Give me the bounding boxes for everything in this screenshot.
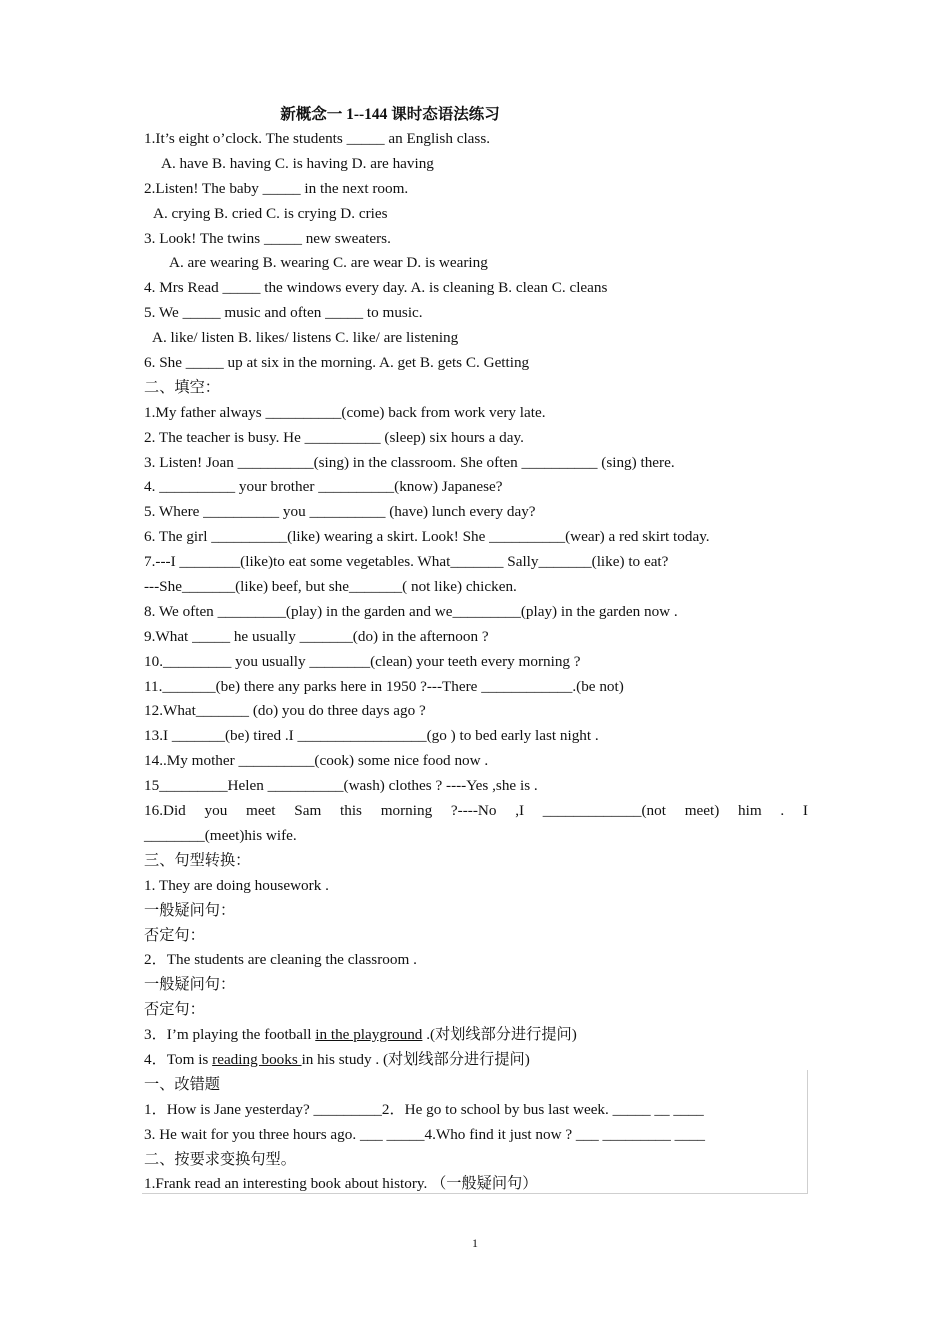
transform-heading: 三、句型转换： [144,851,251,869]
fill-question-10: 10._________ you usually ________(clean) your teeth every morning ? [144,652,581,670]
transform-sentence-1: 1. They are doing housework . [144,876,329,894]
q16-word: you [204,802,228,820]
q16-word: ,I [515,802,525,820]
fill-heading: 二、填空： [144,378,220,396]
transform-sentence-2: 2．The students are cleaning the classroom . [144,951,417,969]
fill-question-13: 13.I _______(be) tired .I _________________(go ) to bed early last night . [144,727,599,745]
q16-word: meet) [684,802,720,820]
fill-question-12: 12.What_______ (do) you do three days ago ? [144,702,426,720]
fill-question-5: 5. Where __________ you __________ (have) lunch every day? [144,503,536,521]
page-number: 1 [472,1236,478,1250]
question-5: 5. We _____ music and often _____ to music. [144,304,423,322]
question-3-options: A. are wearing B. wearing C. are wear D. is wearing [169,254,488,272]
question-3: 3. Look! The twins _____ new sweaters. [144,229,391,247]
correction-heading: 一、改错题 [144,1075,220,1093]
fill-question-16 [144,799,808,824]
s4-post: in his study . (对划线部分进行提问) [301,1050,530,1068]
correction-row-1: 1．How is Jane yesterday? _________2．He go to school by bus last week. _____ __ ____ [144,1100,704,1118]
fill-question-2: 2. The teacher is busy. He __________ (sleep) six hours a day. [144,428,524,446]
question-4: 4. Mrs Read _____ the windows every day. A. is cleaning B. clean C. cleans [144,279,608,297]
s3-post: .(对划线部分进行提问) [422,1026,577,1044]
general-question-label: 一般疑问句： [144,976,236,994]
question-6: 6. She _____ up at six in the morning. A. get B. gets C. Getting [144,354,530,372]
fill-question-7a: 7.---I ________(like)to eat some vegetables. What_______ Sally_______(like) to eat? [144,553,669,571]
general-question-label: 一般疑问句： [144,901,236,919]
convert-heading: 二、按要求变换句型。 [144,1150,296,1168]
q16-word: him [738,802,762,820]
q16-word: I [802,802,808,820]
fill-question-4: 4. __________ your brother __________(know) Japanese? [144,478,503,496]
fill-question-6: 6. The girl __________(like) wearing a skirt. Look! She __________(wear) a red skirt today. [144,528,710,546]
fill-question-8: 8. We often _________(play) in the garden and we_________(play) in the garden now . [144,602,678,620]
exercise-lines [144,127,808,1197]
fill-question-14: 14..My mother __________(cook) some nice food now . [144,752,489,770]
fill-question-7b: ---She_______(like) beef, but she_______( not like) chicken. [144,578,517,596]
fill-question-16b: ________(meet)his wife. [144,826,297,844]
negative-label: 否定句： [144,926,205,944]
correction-row-2: 3. He wait for you three hours ago. ___ _____4.Who find it just now ? ___ _________ ____ [144,1125,706,1143]
s4-underlined: reading books [212,1050,302,1068]
fill-question-11: 11._______(be) there any parks here in 1950 ?---There ____________.(be not) [144,677,624,695]
q16-word: _____________(not [542,802,666,820]
question-1: 1.It’s eight o’clock. The students _____ an English class. [144,130,491,147]
fill-question-15: 15_________Helen __________(wash) clothes ? ----Yes ,she is . [144,777,538,795]
question-2: 2.Listen! The baby _____ in the next room. [144,179,409,197]
q16-word: this [340,802,362,820]
transform-sentence-3 [144,1023,808,1048]
q16-word: 16.Did [144,802,186,820]
s3-underlined: in the playground [315,1026,423,1044]
negative-label: 否定句： [144,1001,205,1019]
s4-pre: 4．Tom is [144,1050,213,1068]
q16-word: meet [246,802,276,820]
table-border [142,1070,808,1194]
fill-question-3: 3. Listen! Joan __________(sing) in the classroom. She often __________ (sing) there. [144,453,675,471]
q16-word: . [780,802,785,820]
question-2-options: A. crying B. cried C. is crying D. cries [153,204,388,222]
question-5-options: A. like/ listen B. likes/ listens C. like/ are listening [152,329,459,347]
convert-sentence-1: 1.Frank read an interesting book about history. （一般疑问句） [144,1175,538,1193]
question-1-options: A. have B. having C. is having D. are having [161,154,434,172]
fill-question-9: 9.What _____ he usually _______(do) in the afternoon ? [144,627,489,645]
q16-word: morning [380,802,433,820]
q16-word: Sam [294,802,322,820]
q16-word: ?----No [450,802,497,820]
s3-pre: 3．I’m playing the football [144,1026,316,1044]
fill-question-1: 1.My father always __________(come) back from work very late. [144,403,546,421]
page-title: 新概念一 1--144 课时态语法练习 [280,106,500,123]
